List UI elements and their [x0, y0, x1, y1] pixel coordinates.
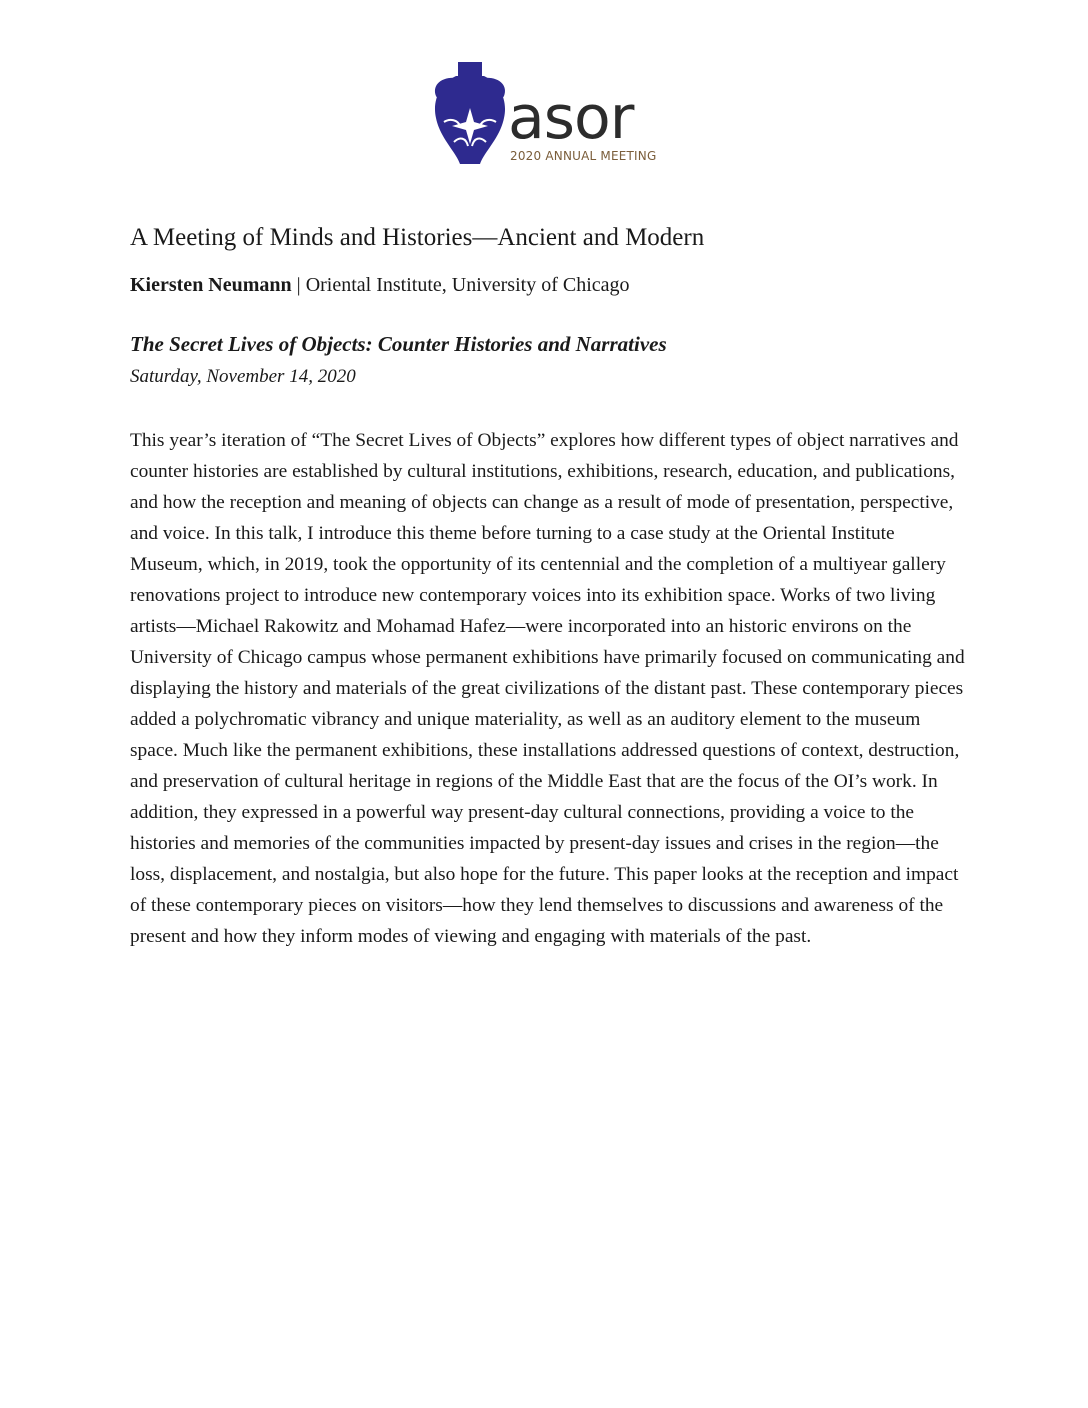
author-affiliation: Oriental Institute, University of Chicago: [305, 274, 630, 296]
logo-wordmark: asor: [508, 83, 634, 153]
document-title: A Meeting of Minds and Histories—Ancient and Modern: [130, 224, 705, 251]
logo-subtitle: 2020 ANNUAL MEETING: [510, 149, 657, 163]
author-separator: |: [296, 274, 301, 296]
session-date: Saturday, November 14, 2020: [130, 366, 356, 387]
amphora-vase-icon: [430, 60, 510, 168]
session-title: The Secret Lives of Objects: Counter Histories and Narratives: [130, 332, 667, 356]
asor-logo: [430, 60, 670, 170]
abstract-paragraph: This year’s iteration of “The Secret Lives of Objects” explores how different types of object narratives and counter histories are established by cultural institutions, exhibitions, research, education, and publications, and how the reception and meaning of objects can change as a result of mode of presentation, perspective, and voice. In this talk, I introduce this theme before turning to a case study at the Oriental Institute Museum, which, in 2019, took the opportunity of its centennial and the completion of a multiyear gallery renovations project to introduce new contemporary voices into its exhibition space. Works of two living artists—Michael Rakowitz and Mohamad Hafez—were incorporated into an historic environs on the University of Chicago campus whose permanent exhibitions have primarily focused on communicating and displaying the history and materials of the great civilizations of the distant past. These contemporary pieces added a polychromatic vibrancy and unique materiality, as well as an auditory element to the museum space. Much like the permanent exhibitions, these installations addressed questions of context, destruction, and preservation of cultural heritage in regions of the Middle East that are the focus of the OI’s work. In addition, they expressed in a powerful way present-day cultural connections, providing a voice to the histories and memories of the communities impacted by present-day issues and crises in the region—the loss, displacement, and nostalgia, but also hope for the future. This paper looks at the reception and impact of these contemporary pieces on visitors—how they lend themselves to discussions and awareness of the present and how they inform modes of viewing and engaging with materials of the past.: [130, 430, 965, 947]
author-name: Kiersten Neumann: [130, 274, 292, 296]
author-line: [130, 274, 630, 297]
